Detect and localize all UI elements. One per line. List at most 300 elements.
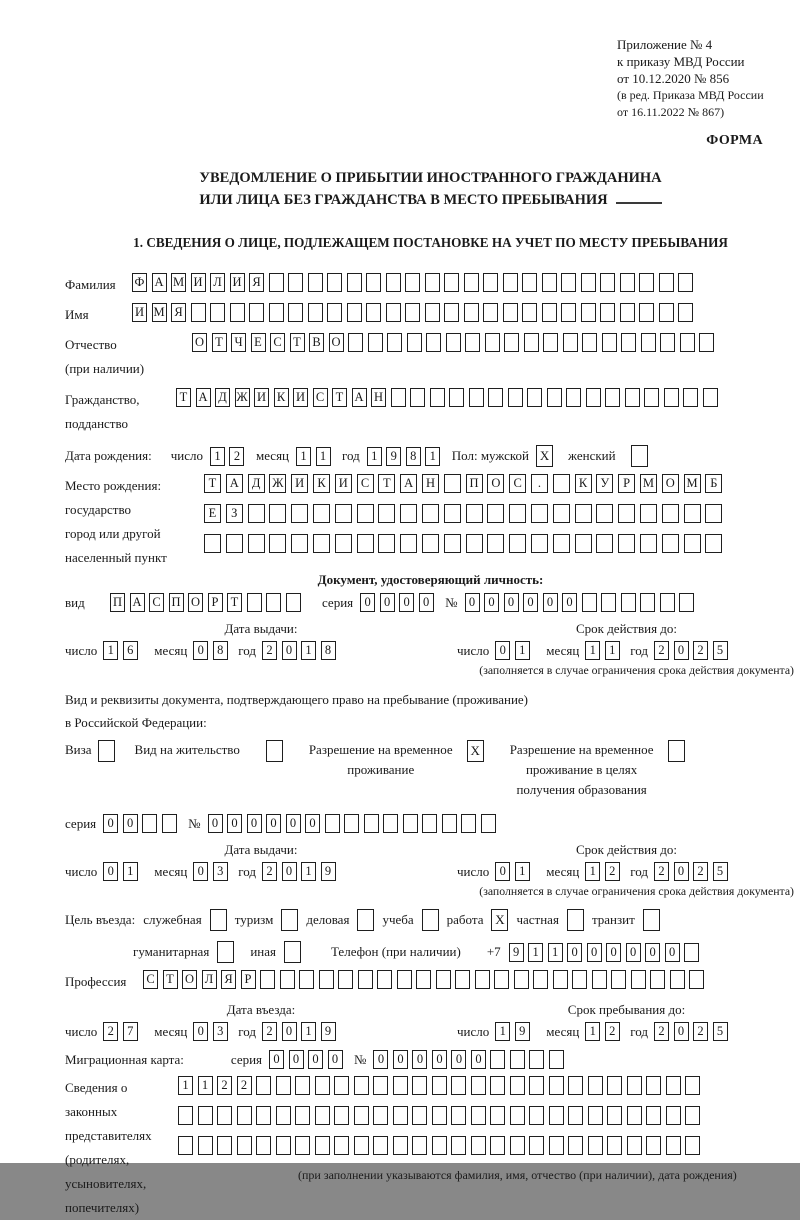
purpose-other-checkbox[interactable]	[284, 941, 301, 963]
char-cell[interactable]: И	[335, 474, 352, 493]
purpose-transit-checkbox[interactable]	[643, 909, 660, 931]
char-cell[interactable]: 1	[515, 641, 530, 660]
char-cell[interactable]: 1	[301, 862, 316, 881]
char-cell[interactable]: 2	[693, 641, 708, 660]
char-cell[interactable]	[627, 1136, 642, 1155]
char-cell[interactable]	[444, 504, 461, 523]
char-cell[interactable]: Ч	[231, 333, 246, 352]
char-cell[interactable]: 1	[301, 1022, 316, 1041]
char-cell[interactable]: 1	[425, 447, 440, 466]
char-cell[interactable]	[347, 273, 362, 292]
char-cell[interactable]	[464, 303, 479, 322]
char-cell[interactable]: А	[226, 474, 243, 493]
char-cell[interactable]: 0	[495, 862, 510, 881]
char-cell[interactable]: В	[309, 333, 324, 352]
char-cell[interactable]: 2	[693, 862, 708, 881]
char-cell[interactable]	[354, 1076, 369, 1095]
char-cell[interactable]: 0	[471, 1050, 486, 1069]
char-cell[interactable]	[464, 273, 479, 292]
char-cell[interactable]: 9	[515, 1022, 530, 1041]
char-cell[interactable]	[510, 1050, 525, 1069]
char-cell[interactable]: И	[191, 273, 206, 292]
char-cell[interactable]: 0	[193, 1022, 208, 1041]
char-cell[interactable]	[256, 1136, 271, 1155]
char-cell[interactable]	[680, 333, 695, 352]
char-cell[interactable]	[510, 1106, 525, 1125]
char-cell[interactable]: 2	[217, 1076, 232, 1095]
char-cell[interactable]: 5	[713, 641, 728, 660]
char-cell[interactable]: Т	[212, 333, 227, 352]
char-cell[interactable]	[596, 504, 613, 523]
char-cell[interactable]	[393, 1106, 408, 1125]
char-cell[interactable]: 9	[386, 447, 401, 466]
char-cell[interactable]	[561, 303, 576, 322]
char-cell[interactable]	[378, 504, 395, 523]
char-cell[interactable]: 0	[543, 593, 558, 612]
char-cell[interactable]	[237, 1106, 252, 1125]
char-cell[interactable]	[327, 303, 342, 322]
char-cell[interactable]: К	[274, 388, 289, 407]
char-cell[interactable]	[334, 1106, 349, 1125]
char-cell[interactable]: 0	[282, 862, 297, 881]
char-cell[interactable]	[487, 534, 504, 553]
char-cell[interactable]: Р	[241, 970, 256, 989]
char-cell[interactable]: 0	[269, 1050, 284, 1069]
char-cell[interactable]	[684, 943, 699, 962]
char-cell[interactable]	[335, 534, 352, 553]
char-cell[interactable]	[572, 970, 587, 989]
char-cell[interactable]	[444, 273, 459, 292]
char-cell[interactable]	[315, 1076, 330, 1095]
char-cell[interactable]	[509, 504, 526, 523]
char-cell[interactable]	[529, 1106, 544, 1125]
char-cell[interactable]	[527, 388, 542, 407]
purpose-study-checkbox[interactable]	[422, 909, 439, 931]
char-cell[interactable]: Я	[221, 970, 236, 989]
char-cell[interactable]	[422, 504, 439, 523]
char-cell[interactable]: Д	[215, 388, 230, 407]
char-cell[interactable]	[475, 970, 490, 989]
char-cell[interactable]	[503, 273, 518, 292]
char-cell[interactable]	[210, 303, 225, 322]
char-cell[interactable]	[485, 333, 500, 352]
char-cell[interactable]	[354, 1106, 369, 1125]
char-cell[interactable]: 1	[316, 447, 331, 466]
char-cell[interactable]	[568, 1076, 583, 1095]
char-cell[interactable]	[142, 814, 157, 833]
char-cell[interactable]: Л	[202, 970, 217, 989]
char-cell[interactable]	[659, 273, 674, 292]
char-cell[interactable]: 0	[373, 1050, 388, 1069]
char-cell[interactable]	[705, 534, 722, 553]
char-cell[interactable]: 8	[213, 641, 228, 660]
char-cell[interactable]: 0	[208, 814, 223, 833]
char-cell[interactable]	[666, 1106, 681, 1125]
char-cell[interactable]: А	[196, 388, 211, 407]
char-cell[interactable]	[344, 814, 359, 833]
char-cell[interactable]: 0	[282, 1022, 297, 1041]
char-cell[interactable]	[256, 1076, 271, 1095]
char-cell[interactable]: 0	[606, 943, 621, 962]
char-cell[interactable]	[444, 534, 461, 553]
char-cell[interactable]	[276, 1076, 291, 1095]
char-cell[interactable]: 5	[713, 1022, 728, 1041]
char-cell[interactable]	[627, 1076, 642, 1095]
char-cell[interactable]: 2	[654, 862, 669, 881]
char-cell[interactable]: Р	[618, 474, 635, 493]
char-cell[interactable]: 9	[321, 1022, 336, 1041]
char-cell[interactable]: А	[400, 474, 417, 493]
char-cell[interactable]	[432, 1106, 447, 1125]
char-cell[interactable]	[256, 1106, 271, 1125]
char-cell[interactable]	[378, 534, 395, 553]
char-cell[interactable]	[230, 303, 245, 322]
char-cell[interactable]	[466, 534, 483, 553]
char-cell[interactable]	[582, 333, 597, 352]
char-cell[interactable]: М	[171, 273, 186, 292]
char-cell[interactable]	[178, 1106, 193, 1125]
char-cell[interactable]: С	[143, 970, 158, 989]
char-cell[interactable]	[455, 970, 470, 989]
char-cell[interactable]: 0	[484, 593, 499, 612]
char-cell[interactable]	[313, 504, 330, 523]
char-cell[interactable]: Л	[210, 273, 225, 292]
char-cell[interactable]: А	[352, 388, 367, 407]
char-cell[interactable]	[299, 970, 314, 989]
char-cell[interactable]	[683, 388, 698, 407]
char-cell[interactable]	[662, 534, 679, 553]
char-cell[interactable]	[269, 273, 284, 292]
char-cell[interactable]: И	[291, 474, 308, 493]
char-cell[interactable]: Ф	[132, 273, 147, 292]
char-cell[interactable]: 2	[262, 641, 277, 660]
char-cell[interactable]	[357, 504, 374, 523]
char-cell[interactable]: 1	[528, 943, 543, 962]
char-cell[interactable]	[553, 474, 570, 493]
char-cell[interactable]	[620, 273, 635, 292]
char-cell[interactable]: Т	[332, 388, 347, 407]
char-cell[interactable]	[403, 814, 418, 833]
char-cell[interactable]: 0	[495, 641, 510, 660]
char-cell[interactable]	[387, 333, 402, 352]
char-cell[interactable]	[529, 1050, 544, 1069]
char-cell[interactable]	[366, 273, 381, 292]
char-cell[interactable]	[364, 814, 379, 833]
char-cell[interactable]: 0	[247, 814, 262, 833]
char-cell[interactable]	[490, 1136, 505, 1155]
char-cell[interactable]	[469, 388, 484, 407]
char-cell[interactable]	[588, 1106, 603, 1125]
char-cell[interactable]	[315, 1106, 330, 1125]
char-cell[interactable]	[524, 333, 539, 352]
purpose-business-checkbox[interactable]	[357, 909, 374, 931]
edu-permit-checkbox[interactable]	[668, 740, 685, 762]
char-cell[interactable]: 1	[210, 447, 225, 466]
char-cell[interactable]	[308, 273, 323, 292]
char-cell[interactable]	[444, 303, 459, 322]
char-cell[interactable]: 0	[380, 593, 395, 612]
char-cell[interactable]	[563, 333, 578, 352]
char-cell[interactable]	[373, 1136, 388, 1155]
char-cell[interactable]	[522, 273, 537, 292]
char-cell[interactable]	[607, 1106, 622, 1125]
char-cell[interactable]: 0	[587, 943, 602, 962]
char-cell[interactable]	[260, 970, 275, 989]
char-cell[interactable]	[373, 1106, 388, 1125]
char-cell[interactable]	[627, 1106, 642, 1125]
char-cell[interactable]: 0	[674, 641, 689, 660]
char-cell[interactable]	[412, 1136, 427, 1155]
char-cell[interactable]	[685, 1076, 700, 1095]
char-cell[interactable]	[383, 814, 398, 833]
char-cell[interactable]: О	[188, 593, 203, 612]
char-cell[interactable]	[471, 1136, 486, 1155]
char-cell[interactable]	[618, 534, 635, 553]
char-cell[interactable]	[659, 303, 674, 322]
char-cell[interactable]	[308, 303, 323, 322]
char-cell[interactable]: У	[596, 474, 613, 493]
char-cell[interactable]	[451, 1076, 466, 1095]
char-cell[interactable]: 8	[406, 447, 421, 466]
char-cell[interactable]	[586, 388, 601, 407]
char-cell[interactable]: 1	[495, 1022, 510, 1041]
char-cell[interactable]	[248, 534, 265, 553]
visa-checkbox[interactable]	[98, 740, 115, 762]
char-cell[interactable]	[662, 504, 679, 523]
char-cell[interactable]	[198, 1106, 213, 1125]
char-cell[interactable]	[531, 534, 548, 553]
char-cell[interactable]	[335, 504, 352, 523]
char-cell[interactable]: Т	[227, 593, 242, 612]
char-cell[interactable]	[596, 534, 613, 553]
char-cell[interactable]	[338, 970, 353, 989]
char-cell[interactable]: М	[640, 474, 657, 493]
char-cell[interactable]	[684, 534, 701, 553]
char-cell[interactable]	[553, 534, 570, 553]
char-cell[interactable]: Р	[208, 593, 223, 612]
char-cell[interactable]	[666, 1076, 681, 1095]
char-cell[interactable]	[366, 303, 381, 322]
char-cell[interactable]: 0	[674, 862, 689, 881]
char-cell[interactable]	[325, 814, 340, 833]
char-cell[interactable]: 1	[585, 862, 600, 881]
char-cell[interactable]	[198, 1136, 213, 1155]
char-cell[interactable]: 0	[266, 814, 281, 833]
char-cell[interactable]: 1	[585, 1022, 600, 1041]
char-cell[interactable]	[269, 504, 286, 523]
char-cell[interactable]	[699, 333, 714, 352]
char-cell[interactable]	[620, 303, 635, 322]
char-cell[interactable]: П	[169, 593, 184, 612]
char-cell[interactable]: П	[110, 593, 125, 612]
char-cell[interactable]: 3	[213, 1022, 228, 1041]
char-cell[interactable]: О	[662, 474, 679, 493]
char-cell[interactable]	[581, 273, 596, 292]
char-cell[interactable]: Я	[171, 303, 186, 322]
char-cell[interactable]: 0	[193, 862, 208, 881]
char-cell[interactable]: С	[270, 333, 285, 352]
char-cell[interactable]	[646, 1106, 661, 1125]
char-cell[interactable]: 0	[328, 1050, 343, 1069]
char-cell[interactable]	[490, 1076, 505, 1095]
char-cell[interactable]	[621, 593, 636, 612]
char-cell[interactable]	[670, 970, 685, 989]
char-cell[interactable]: 0	[360, 593, 375, 612]
char-cell[interactable]	[510, 1076, 525, 1095]
char-cell[interactable]	[685, 1106, 700, 1125]
char-cell[interactable]: 0	[393, 1050, 408, 1069]
char-cell[interactable]: М	[684, 474, 701, 493]
purpose-private-checkbox[interactable]	[567, 909, 584, 931]
char-cell[interactable]	[405, 273, 420, 292]
char-cell[interactable]: 0	[103, 814, 118, 833]
char-cell[interactable]	[646, 1136, 661, 1155]
char-cell[interactable]: 0	[626, 943, 641, 962]
char-cell[interactable]	[705, 504, 722, 523]
char-cell[interactable]	[533, 970, 548, 989]
char-cell[interactable]: 2	[654, 1022, 669, 1041]
char-cell[interactable]	[358, 970, 373, 989]
char-cell[interactable]	[581, 303, 596, 322]
char-cell[interactable]	[354, 1136, 369, 1155]
char-cell[interactable]: Е	[251, 333, 266, 352]
char-cell[interactable]	[426, 333, 441, 352]
char-cell[interactable]	[432, 1076, 447, 1095]
char-cell[interactable]	[481, 814, 496, 833]
char-cell[interactable]: 2	[229, 447, 244, 466]
char-cell[interactable]	[269, 534, 286, 553]
char-cell[interactable]	[425, 303, 440, 322]
char-cell[interactable]	[650, 970, 665, 989]
char-cell[interactable]	[444, 474, 461, 493]
char-cell[interactable]	[217, 1136, 232, 1155]
char-cell[interactable]	[575, 534, 592, 553]
char-cell[interactable]	[266, 593, 281, 612]
char-cell[interactable]	[217, 1106, 232, 1125]
char-cell[interactable]	[542, 273, 557, 292]
char-cell[interactable]	[471, 1106, 486, 1125]
char-cell[interactable]: О	[192, 333, 207, 352]
char-cell[interactable]	[373, 1076, 388, 1095]
char-cell[interactable]	[640, 593, 655, 612]
char-cell[interactable]	[269, 303, 284, 322]
char-cell[interactable]: 2	[103, 1022, 118, 1041]
char-cell[interactable]	[679, 593, 694, 612]
char-cell[interactable]: 1	[198, 1076, 213, 1095]
char-cell[interactable]	[549, 1076, 564, 1095]
char-cell[interactable]	[483, 273, 498, 292]
char-cell[interactable]	[465, 333, 480, 352]
char-cell[interactable]: С	[313, 388, 328, 407]
char-cell[interactable]: Ж	[269, 474, 286, 493]
char-cell[interactable]	[660, 593, 675, 612]
char-cell[interactable]	[549, 1136, 564, 1155]
char-cell[interactable]	[689, 970, 704, 989]
char-cell[interactable]: 0	[674, 1022, 689, 1041]
char-cell[interactable]	[488, 388, 503, 407]
char-cell[interactable]	[494, 970, 509, 989]
char-cell[interactable]	[451, 1106, 466, 1125]
purpose-tourism-checkbox[interactable]	[281, 909, 298, 931]
char-cell[interactable]: 2	[262, 1022, 277, 1041]
char-cell[interactable]	[685, 1136, 700, 1155]
char-cell[interactable]: К	[575, 474, 592, 493]
char-cell[interactable]	[393, 1136, 408, 1155]
char-cell[interactable]	[334, 1136, 349, 1155]
char-cell[interactable]	[377, 970, 392, 989]
char-cell[interactable]: 9	[509, 943, 524, 962]
char-cell[interactable]	[291, 504, 308, 523]
char-cell[interactable]	[410, 388, 425, 407]
char-cell[interactable]: 3	[213, 862, 228, 881]
char-cell[interactable]	[529, 1136, 544, 1155]
char-cell[interactable]	[631, 970, 646, 989]
char-cell[interactable]	[490, 1106, 505, 1125]
char-cell[interactable]	[646, 1076, 661, 1095]
char-cell[interactable]	[416, 970, 431, 989]
char-cell[interactable]	[327, 273, 342, 292]
char-cell[interactable]: Я	[249, 273, 264, 292]
char-cell[interactable]	[248, 504, 265, 523]
char-cell[interactable]	[542, 303, 557, 322]
char-cell[interactable]	[348, 333, 363, 352]
char-cell[interactable]: З	[226, 504, 243, 523]
char-cell[interactable]: 0	[523, 593, 538, 612]
char-cell[interactable]: 1	[605, 641, 620, 660]
char-cell[interactable]: Д	[248, 474, 265, 493]
char-cell[interactable]	[547, 388, 562, 407]
char-cell[interactable]: 1	[301, 641, 316, 660]
char-cell[interactable]: 8	[321, 641, 336, 660]
char-cell[interactable]	[605, 388, 620, 407]
char-cell[interactable]	[451, 1136, 466, 1155]
char-cell[interactable]	[276, 1136, 291, 1155]
char-cell[interactable]: 2	[605, 1022, 620, 1041]
char-cell[interactable]: Е	[204, 504, 221, 523]
char-cell[interactable]	[503, 303, 518, 322]
char-cell[interactable]	[162, 814, 177, 833]
char-cell[interactable]: М	[152, 303, 167, 322]
char-cell[interactable]	[386, 303, 401, 322]
char-cell[interactable]	[625, 388, 640, 407]
char-cell[interactable]: Т	[163, 970, 178, 989]
char-cell[interactable]: 0	[432, 1050, 447, 1069]
char-cell[interactable]	[276, 1106, 291, 1125]
char-cell[interactable]: 1	[178, 1076, 193, 1095]
char-cell[interactable]: И	[254, 388, 269, 407]
char-cell[interactable]	[386, 273, 401, 292]
char-cell[interactable]: Т	[204, 474, 221, 493]
char-cell[interactable]: 0	[562, 593, 577, 612]
char-cell[interactable]: 6	[123, 641, 138, 660]
purpose-official-checkbox[interactable]	[210, 909, 227, 931]
char-cell[interactable]	[600, 273, 615, 292]
char-cell[interactable]: О	[182, 970, 197, 989]
char-cell[interactable]: 2	[654, 641, 669, 660]
char-cell[interactable]	[407, 333, 422, 352]
char-cell[interactable]	[291, 534, 308, 553]
char-cell[interactable]	[640, 534, 657, 553]
char-cell[interactable]: Ж	[235, 388, 250, 407]
char-cell[interactable]	[412, 1106, 427, 1125]
char-cell[interactable]	[422, 814, 437, 833]
char-cell[interactable]	[446, 333, 461, 352]
sex-female-checkbox[interactable]	[631, 445, 648, 467]
char-cell[interactable]: 0	[419, 593, 434, 612]
char-cell[interactable]	[425, 273, 440, 292]
char-cell[interactable]: 0	[567, 943, 582, 962]
char-cell[interactable]	[466, 504, 483, 523]
